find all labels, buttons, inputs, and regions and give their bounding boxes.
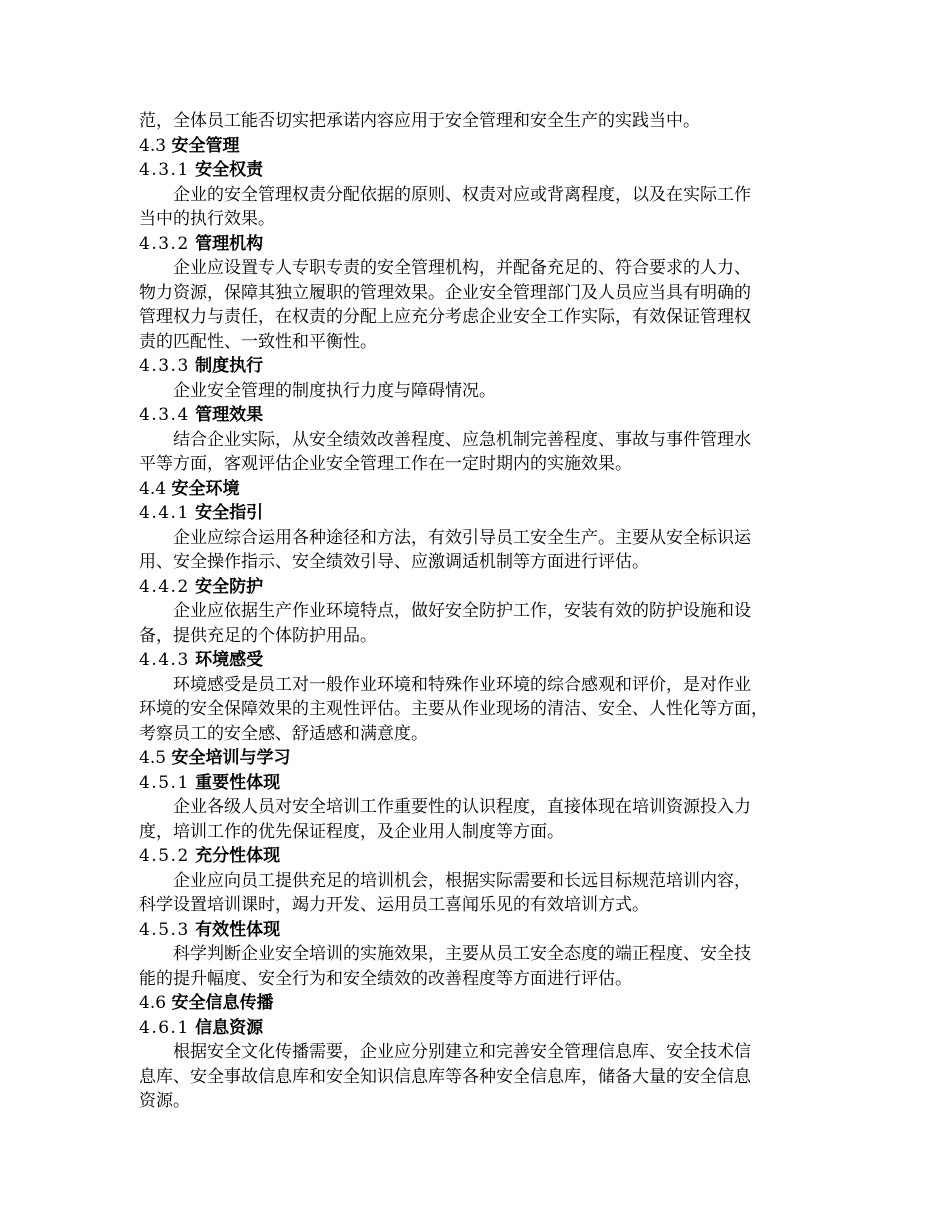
paragraph (139, 256, 819, 354)
section-heading (139, 991, 819, 1016)
heading-number: 4.3.1 (139, 160, 190, 180)
text-line: 企业的安全管理权责分配依据的原则、权责对应或背离程度，以及在实际工作 (173, 184, 751, 205)
subsection-heading (139, 403, 819, 428)
heading-title: 有效性体现 (195, 919, 281, 940)
text-line: 环境的安全保障效果的主观性评估。主要从作业现场的清洁、安全、人性化等方面， (139, 699, 768, 719)
paragraph (139, 795, 819, 844)
section-heading (139, 134, 819, 159)
heading-title: 安全权责 (195, 160, 264, 180)
heading-number: 4.3.3 (139, 356, 190, 376)
text-line: 企业各级人员对安全培训工作重要性的认识程度，直接体现在培训资源投入力 (173, 797, 751, 817)
heading-number: 4.4.1 (139, 503, 190, 523)
heading-title: 安全培训与学习 (171, 748, 291, 768)
text-line: 根据安全文化传播需要，企业应分别建立和完善安全管理信息库、安全技术信 (173, 1042, 751, 1062)
text-line: 物力资源，保障其独立履职的管理效果。企业安全管理部门及人员应当具有明确的 (139, 282, 751, 303)
heading-title: 安全环境 (171, 478, 240, 499)
heading-number: 4.3 (139, 135, 167, 156)
text-line: 企业应综合运用各种途径和方法，有效引导员工安全生产。主要从安全标识运 (173, 527, 751, 548)
text-line: 环境感受是员工对一般作业环境和特殊作业环境的综合感观和评价，是对作业 (173, 674, 751, 695)
text-line: 平等方面，客观评估企业安全管理工作在一定时期内的实施效果。 (139, 454, 632, 474)
text-line: 企业应设置专人专职专责的安全管理机构，并配备充足的、符合要求的人力、 (173, 258, 751, 278)
section-heading (139, 477, 819, 502)
text-line: 管理权力与责任，在权责的分配上应充分考虑企业安全工作实际，有效保证管理权 (139, 307, 751, 327)
text-line: 能的提升幅度、安全行为和安全绩效的改善程度等方面进行评估。 (139, 968, 632, 989)
heading-number: 4.6.1 (139, 1017, 190, 1038)
subsection-heading (139, 771, 819, 796)
heading-title: 管理效果 (195, 405, 264, 425)
text-line: 资源。 (139, 1091, 190, 1111)
text-line: 企业应依据生产作业环境特点，做好安全防护工作，安装有效的防护设施和设 (173, 601, 751, 621)
text-line: 用、安全操作指示、安全绩效引导、应激调适机制等方面进行评估。 (139, 552, 649, 572)
continuation-text (139, 109, 819, 134)
heading-number: 4.4.3 (139, 650, 190, 670)
subsection-heading (139, 575, 819, 600)
text-line: 科学设置培训课时，竭力开发、运用员工喜闻乐见的有效培训方式。 (139, 895, 649, 915)
heading-title: 安全信息传播 (171, 993, 274, 1013)
text-line: 范，全体员工能否切实把承诺内容应用于安全管理和安全生产的实践当中。 (139, 111, 700, 131)
subsection-heading (139, 1016, 819, 1041)
heading-number: 4.5.1 (139, 772, 190, 793)
heading-title: 环境感受 (195, 650, 264, 670)
paragraph (139, 526, 819, 575)
text-line: 结合企业实际，从安全绩效改善程度、应急机制完善程度、事故与事件管理水 (173, 429, 751, 450)
paragraph (139, 942, 819, 991)
text-line: 度，培训工作的优先保证程度，及企业用人制度等方面。 (139, 821, 564, 842)
section-heading (139, 746, 819, 771)
heading-title: 重要性体现 (195, 772, 281, 793)
heading-title: 制度执行 (195, 356, 264, 376)
heading-number: 4.3.4 (139, 405, 190, 425)
subsection-heading (139, 232, 819, 257)
document-body (139, 109, 819, 1114)
subsection-heading (139, 648, 819, 673)
text-line: 科学判断企业安全培训的实施效果，主要从员工安全态度的端正程度、安全技 (173, 944, 751, 964)
text-line: 当中的执行效果。 (139, 209, 275, 229)
heading-title: 安全管理 (171, 135, 240, 156)
subsection-heading (139, 354, 819, 379)
heading-title: 管理机构 (195, 233, 264, 254)
text-line: 息库、安全事故信息库和安全知识信息库等各种安全信息库，储备大量的安全信息 (139, 1066, 751, 1087)
paragraph (139, 183, 819, 232)
text-line: 考察员工的安全感、舒适感和满意度。 (139, 723, 428, 744)
text-line: 企业安全管理的制度执行力度与障碍情况。 (173, 380, 496, 401)
heading-title: 安全指引 (195, 503, 264, 523)
text-line: 企业应向员工提供充足的培训机会，根据实际需要和长远目标规范培训内容， (173, 870, 751, 891)
heading-number: 4.3.2 (139, 233, 190, 254)
subsection-heading (139, 501, 819, 526)
paragraph (139, 379, 819, 404)
paragraph (139, 599, 819, 648)
subsection-heading (139, 918, 819, 943)
text-line: 备，提供充足的个体防护用品。 (139, 625, 377, 646)
heading-number: 4.5 (139, 748, 167, 768)
heading-title: 信息资源 (195, 1017, 264, 1038)
paragraph (139, 869, 819, 918)
text-line: 责的匹配性、一致性和平衡性。 (139, 331, 377, 352)
subsection-heading (139, 844, 819, 869)
paragraph (139, 428, 819, 477)
paragraph (139, 1040, 819, 1114)
heading-number: 4.5.2 (139, 846, 190, 866)
heading-title: 充分性体现 (195, 846, 281, 866)
paragraph (139, 673, 819, 747)
subsection-heading (139, 158, 819, 183)
heading-number: 4.4 (139, 478, 167, 499)
heading-number: 4.6 (139, 993, 167, 1013)
heading-number: 4.4.2 (139, 576, 190, 597)
heading-number: 4.5.3 (139, 919, 190, 940)
heading-title: 安全防护 (195, 576, 264, 597)
